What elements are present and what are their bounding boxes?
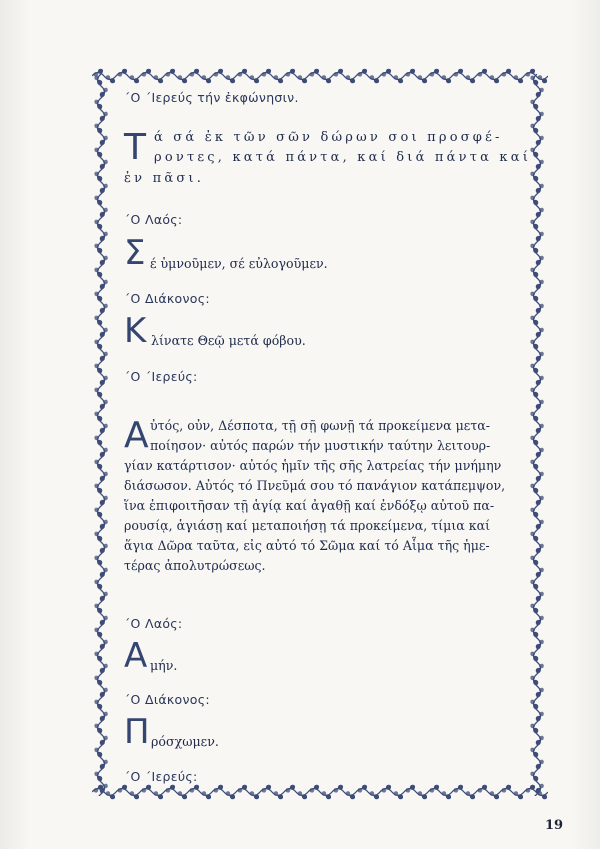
vine-border-left (90, 74, 112, 796)
vine-leaf-icon (176, 790, 188, 800)
rubric-deacon: ´Ο Διάκονος: (124, 291, 210, 306)
vine-leaf-icon (332, 784, 344, 794)
vine-border-bottom (92, 782, 548, 802)
paragraph-line: τέρας ἀπολυτρώσεως. (124, 558, 266, 573)
vine-leaf-icon (380, 784, 392, 794)
vine-leaf-icon (308, 68, 320, 78)
vine-leaf-icon (188, 68, 200, 78)
vine-leaf-icon (260, 784, 272, 794)
vine-leaf-icon (416, 74, 428, 84)
drop-cap-alpha: Α (124, 415, 149, 456)
drop-cap-t: Τ (124, 127, 146, 168)
vine-leaf-icon (308, 784, 320, 794)
vine-leaf-icon (500, 68, 512, 78)
vine-leaf-icon (248, 74, 260, 84)
vine-leaf-icon (284, 68, 296, 78)
rubric-deacon: ´Ο Διάκονος: (124, 692, 210, 707)
vine-leaf-icon (332, 68, 344, 78)
paragraph-line: διάσωσον. Αὐτός τό Πνεῦμά σου τό πανάγιον κατάπεμψον, (124, 478, 506, 493)
vine-leaf-icon (236, 784, 248, 794)
vine-leaf-icon (488, 790, 500, 800)
vine-leaf-icon (224, 74, 236, 84)
vine-leaf-icon (368, 790, 380, 800)
vine-leaf-icon (440, 790, 452, 800)
vine-leaf-icon (236, 68, 248, 78)
vine-leaf-icon (380, 68, 392, 78)
vine-leaf-icon (392, 790, 404, 800)
vine-leaf-icon (404, 784, 416, 794)
vine-leaf-icon (344, 74, 356, 84)
paragraph-line: λίνατε Θεῷ μετά φόβου. (151, 333, 306, 348)
paragraph-line: ποίησον· αὐτός παρών τήν μυστικήν ταύτην λειτουρ- (150, 438, 491, 453)
vine-leaf-icon (140, 784, 152, 794)
vine-leaf-icon (152, 790, 164, 800)
vine-leaf-icon (116, 784, 128, 794)
vine-leaf-icon (464, 74, 476, 84)
vine-leaf-icon (356, 784, 368, 794)
rubric-priest: ´Ο ΄Ιερεύς: (124, 369, 198, 384)
vine-leaf-icon (224, 790, 236, 800)
vine-leaf-icon (476, 784, 488, 794)
vine-leaf-icon (152, 74, 164, 84)
paragraph-line: ἵνα ἐπιφοιτῆσαν τῇ ἁγίᾳ καί ἀγαθῇ καί ἐνδόξῳ αὐτοῦ πα- (124, 498, 495, 513)
vine-leaf-icon (212, 784, 224, 794)
vine-leaf-icon (164, 68, 176, 78)
drop-cap-alpha: Α (124, 636, 148, 676)
drop-cap-sigma: Σ (124, 233, 146, 273)
vine-border-top (92, 66, 548, 86)
vine-leaf-icon (296, 790, 308, 800)
vine-leaf-icon (272, 790, 284, 800)
drop-cap-kappa: Κ (124, 311, 147, 351)
paragraph-line: γίαν κατάρτισον· αὐτός ἡμῖν τῆς σῆς λατρείας τήν μνήμην (124, 458, 502, 473)
vine-stem (534, 74, 541, 796)
vine-leaf-icon (416, 790, 428, 800)
vine-leaf-icon (272, 74, 284, 84)
vine-leaf-icon (488, 74, 500, 84)
paragraph-line: ρουσίᾳ, ἁγιάσῃ καί μεταποιήσῃ τά προκείμενα, τίμια καί (124, 518, 491, 533)
vine-leaf-icon (404, 68, 416, 78)
vine-leaf-icon (464, 790, 476, 800)
vine-leaf-icon (260, 68, 272, 78)
vine-leaf-icon (512, 790, 524, 800)
rubric-priest-exclamation: ´Ο ΄Ιερεύς τήν ἐκφώνησιν. (124, 90, 299, 105)
vine-border-right (526, 74, 548, 796)
rubric-people: ´Ο Λαός: (124, 212, 183, 227)
vine-leaf-icon (248, 790, 260, 800)
rubric-people: ´Ο Λαός: (124, 616, 183, 631)
rubric-priest: ´Ο ΄Ιερεύς: (124, 769, 198, 784)
paragraph-line: ά σά ἐκ τῶν σῶν δώρων σοι προσφέ- (154, 130, 503, 145)
vine-leaf-icon (128, 790, 140, 800)
paragraph-line: μήν. (150, 658, 178, 673)
paragraph-line: ροντες, κατά πάντα, καί διά πάντα καί (154, 150, 532, 165)
vine-leaf-icon (476, 68, 488, 78)
page-number: 19 (545, 818, 564, 833)
vine-leaf-icon (200, 74, 212, 84)
vine-leaf-icon (428, 784, 440, 794)
vine-leaf-icon (440, 74, 452, 84)
paragraph-line: έ ὑμνοῦμεν, σέ εὐλογοῦμεν. (150, 256, 328, 271)
vine-leaf-icon (164, 784, 176, 794)
vine-leaf-icon (200, 790, 212, 800)
drop-cap-pi: Π (124, 712, 150, 752)
vine-leaf-icon (176, 74, 188, 84)
vine-leaf-icon (296, 74, 308, 84)
vine-leaf-icon (452, 784, 464, 794)
vine-stem (98, 74, 105, 796)
vine-leaf-icon (320, 790, 332, 800)
vine-leaf-icon (344, 790, 356, 800)
vine-leaf-icon (140, 68, 152, 78)
vine-leaf-icon (452, 68, 464, 78)
paragraph-line: ἐν πᾶσι. (124, 171, 205, 186)
vine-leaf-icon (356, 68, 368, 78)
vine-leaf-icon (284, 784, 296, 794)
vine-leaf-icon (212, 68, 224, 78)
vine-leaf-icon (392, 74, 404, 84)
paragraph-line: ρόσχωμεν. (151, 734, 219, 749)
vine-leaf-icon (428, 68, 440, 78)
vine-leaf-icon (368, 74, 380, 84)
vine-leaf-icon (188, 784, 200, 794)
paragraph-line: ὐτός, οὐν, Δέσποτα, τῇ σῇ φωνῇ τά προκείμενα μετα- (150, 418, 491, 433)
vine-leaf-icon (500, 784, 512, 794)
vine-leaf-icon (512, 74, 524, 84)
vine-leaf-icon (116, 68, 128, 78)
vine-leaf-icon (320, 74, 332, 84)
vine-leaf-icon (128, 74, 140, 84)
paragraph-line: ἅγια Δῶρα ταῦτα, εἰς αὐτό τό Σῶμα καί τό Αἷμα τῆς ἡμε- (124, 538, 490, 553)
